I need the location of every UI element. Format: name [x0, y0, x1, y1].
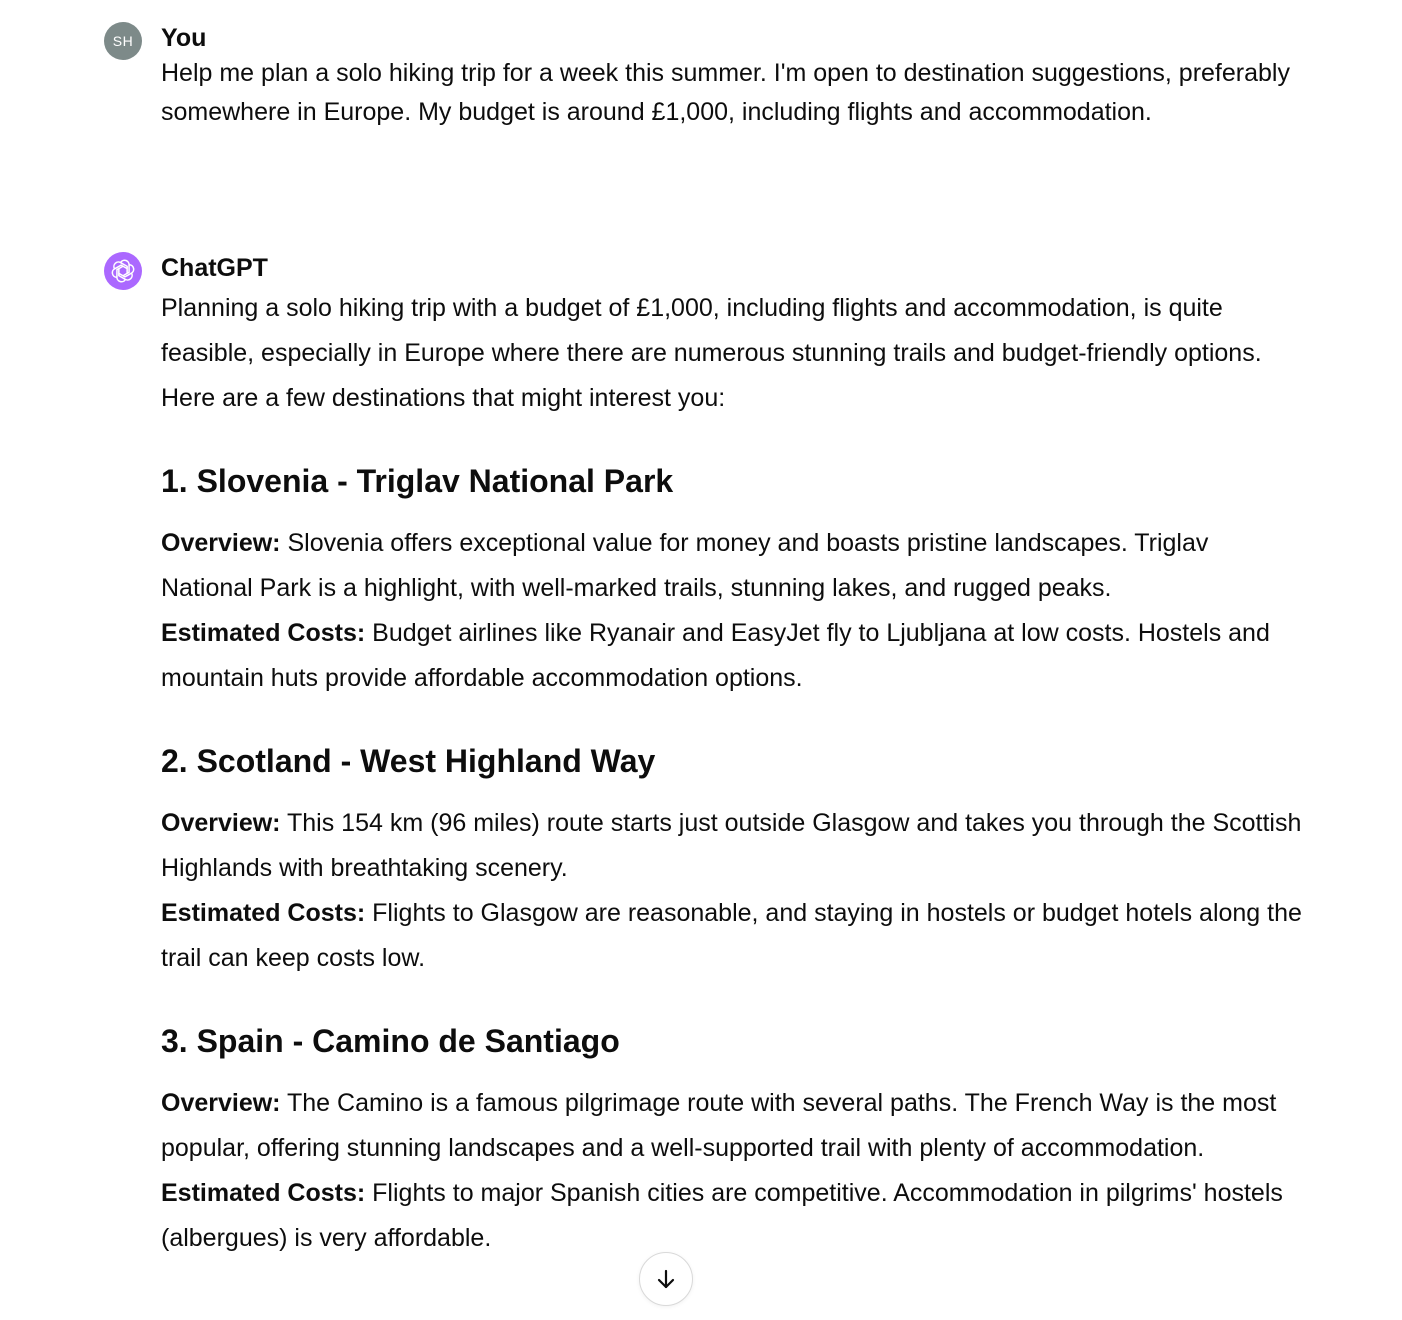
overview-text: Slovenia offers exceptional value for money and boasts pristine landscapes. Triglav National Park is a highlight, with well-marked trails, stunning lakes, and rugged peaks.	[161, 529, 1209, 602]
assistant-message-content	[161, 252, 1302, 1261]
overview-paragraph	[161, 521, 1302, 611]
section-heading: 1. Slovenia - Triglav National Park	[161, 463, 674, 499]
overview-paragraph	[161, 801, 1302, 891]
user-message-content	[161, 22, 1302, 132]
overview-paragraph	[161, 1081, 1302, 1171]
user-avatar-initials: SH	[112, 33, 134, 49]
user-avatar	[104, 22, 142, 60]
scroll-to-bottom-button[interactable]	[639, 1252, 693, 1306]
openai-logo-icon	[110, 258, 136, 284]
assistant-message	[104, 252, 1302, 1261]
costs-paragraph	[161, 1171, 1302, 1261]
assistant-avatar	[104, 252, 142, 290]
user-message	[104, 22, 1302, 132]
assistant-author-name: ChatGPT	[161, 254, 268, 282]
overview-text: This 154 km (96 miles) route starts just outside Glasgow and takes you through the Scottish Highlands with breathtaking scenery.	[161, 809, 1302, 882]
overview-label: Overview:	[161, 529, 281, 557]
overview-label: Overview:	[161, 1089, 281, 1117]
overview-text: The Camino is a famous pilgrimage route with several paths. The French Way is the most popular, offering stunning landscapes and a well-supported trail with plenty of accommodation.	[161, 1089, 1277, 1162]
user-message-text: Help me plan a solo hiking trip for a week this summer. I'm open to destination suggestions, preferably somewhere in Europe. My budget is around £1,000, including flights and accommodation.	[161, 59, 1290, 126]
costs-text: Budget airlines like Ryanair and EasyJet fly to Ljubljana at low costs. Hostels and mountain huts provide affordable accommodation options.	[161, 619, 1270, 692]
user-author-name: You	[161, 24, 207, 52]
destination-section-slovenia	[161, 461, 1302, 701]
destination-section-scotland	[161, 741, 1302, 981]
destination-section-spain	[161, 1021, 1302, 1261]
costs-paragraph	[161, 611, 1302, 701]
arrow-down-icon	[654, 1267, 678, 1291]
costs-label: Estimated Costs:	[161, 1179, 366, 1207]
costs-paragraph	[161, 891, 1302, 981]
section-heading: 3. Spain - Camino de Santiago	[161, 1023, 620, 1059]
costs-text: Flights to Glasgow are reasonable, and staying in hostels or budget hotels along the trail can keep costs low.	[161, 899, 1302, 972]
costs-label: Estimated Costs:	[161, 619, 366, 647]
overview-label: Overview:	[161, 809, 281, 837]
assistant-intro: Planning a solo hiking trip with a budget of £1,000, including flights and accommodation, is quite feasible, especially in Europe where there are numerous stunning trails and budget-friendly options. Here are a few destinations that might interest you:	[161, 294, 1262, 412]
costs-text: Flights to major Spanish cities are competitive. Accommodation in pilgrims' hostels (albergues) is very affordable.	[161, 1179, 1283, 1252]
section-heading: 2. Scotland - West Highland Way	[161, 743, 656, 779]
costs-label: Estimated Costs:	[161, 899, 366, 927]
